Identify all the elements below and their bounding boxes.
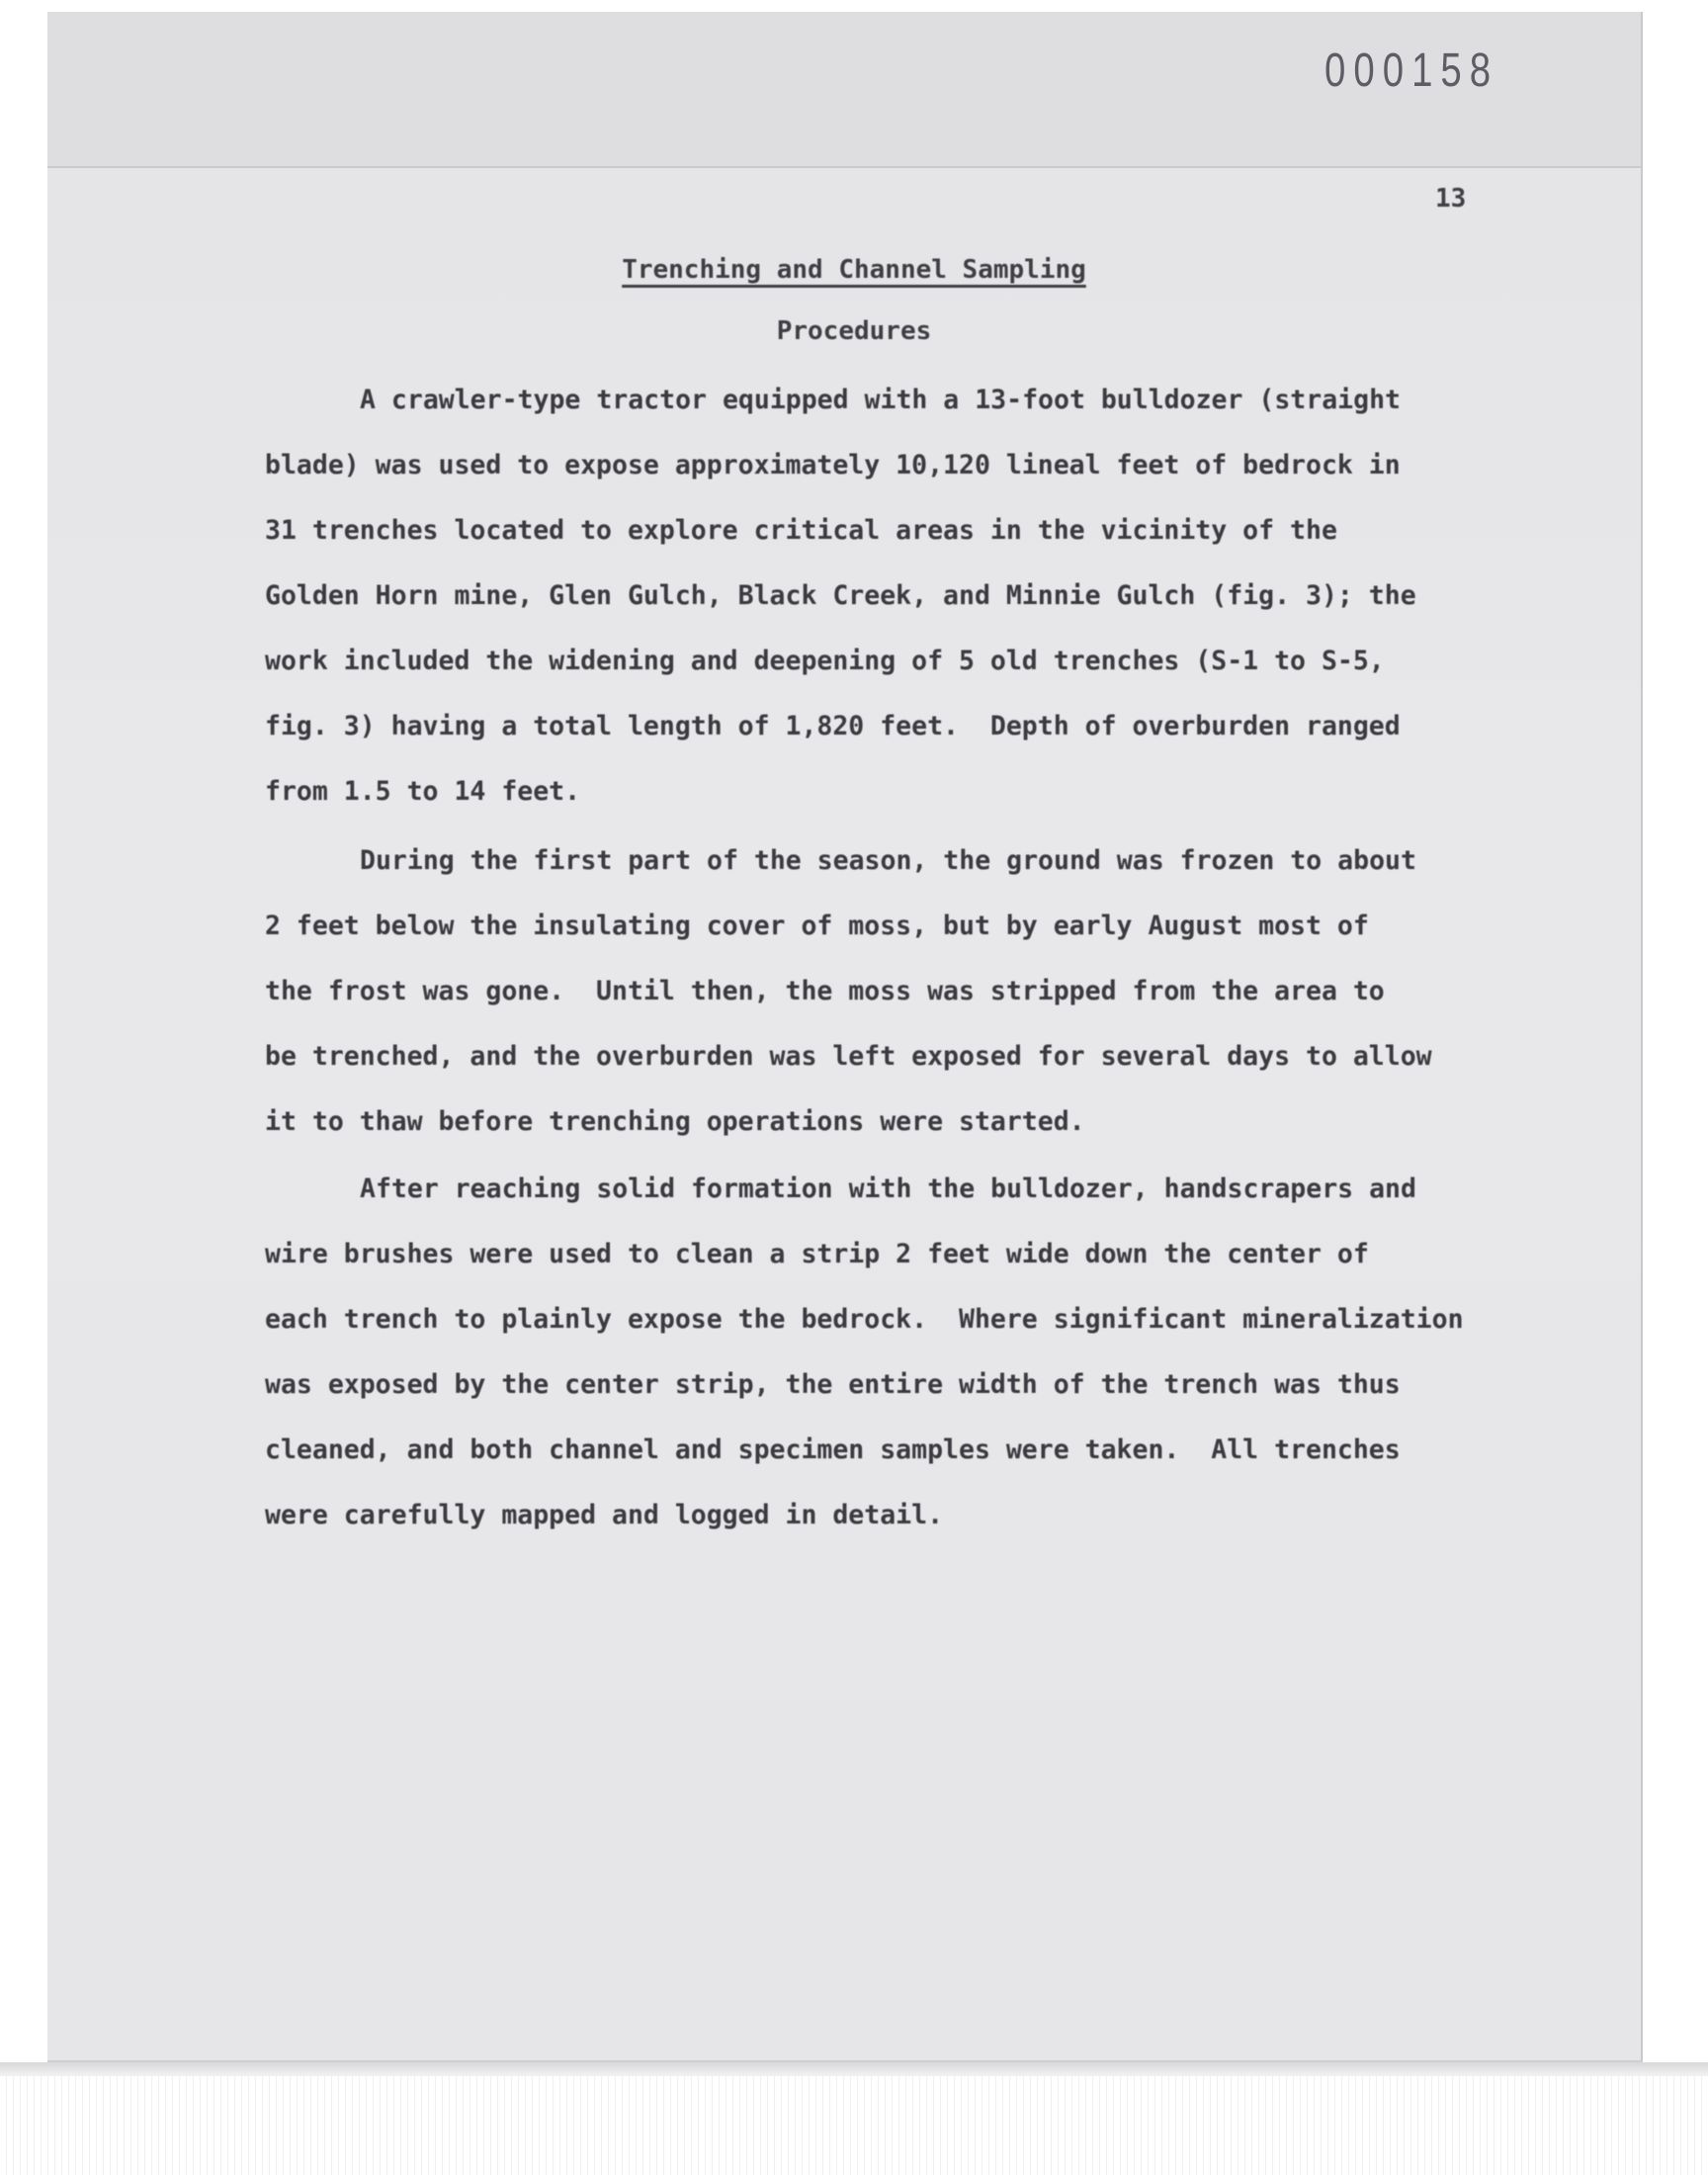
paragraph-line: 2 feet below the insulating cover of moss, but by early August most of (265, 911, 1369, 941)
page-number: 13 (1435, 184, 1467, 214)
section-subtitle: Procedures (776, 316, 932, 346)
paragraph-1 (265, 368, 1550, 825)
document-stamp-number: 000158 (1324, 44, 1499, 97)
paragraph-line: cleaned, and both channel and specimen samples were taken. All trenches (265, 1435, 1401, 1465)
paragraph-line: During the first part of the season, the ground was frozen to about (360, 845, 1416, 876)
paragraph-2 (265, 828, 1550, 1155)
paragraph-line: Golden Horn mine, Glen Gulch, Black Creek, and Minnie Gulch (fig. 3); the (265, 580, 1416, 611)
paragraph-line: it to thaw before trenching operations were started. (265, 1106, 1085, 1137)
paragraph-line: each trench to plainly expose the bedrock. Where significant mineralization (265, 1304, 1464, 1335)
paragraph-line: the frost was gone. Until then, the moss was stripped from the area to (265, 976, 1385, 1006)
paragraph-line: wire brushes were used to clean a strip 2 feet wide down the center of (265, 1239, 1369, 1269)
paragraph-line: A crawler-type tractor equipped with a 13-foot bulldozer (straight (360, 385, 1401, 415)
paragraph-line: blade) was used to expose approximately 10,120 lineal feet of bedrock in (265, 450, 1401, 480)
paragraph-line: was exposed by the center strip, the entire width of the trench was thus (265, 1369, 1401, 1400)
paragraph-line: fig. 3) having a total length of 1,820 feet. Depth of overburden ranged (265, 711, 1401, 741)
section-title: Trenching and Channel Sampling (622, 255, 1086, 285)
paragraph-line: be trenched, and the overburden was left exposed for several days to allow (265, 1041, 1432, 1072)
paragraph-line: 31 trenches located to explore critical areas in the vicinity of the (265, 515, 1337, 546)
paragraph-line: work included the widening and deepening of 5 old trenches (S-1 to S-5, (265, 646, 1385, 676)
paragraph-line: were carefully mapped and logged in detail. (265, 1500, 944, 1530)
paragraph-3 (265, 1157, 1550, 1548)
paragraph-line: After reaching solid formation with the bulldozer, handscrapers and (360, 1174, 1416, 1204)
scanner-background (0, 2076, 1708, 2175)
page-bottom-shadow (0, 2062, 1708, 2076)
paragraph-line: from 1.5 to 14 feet. (265, 776, 581, 807)
